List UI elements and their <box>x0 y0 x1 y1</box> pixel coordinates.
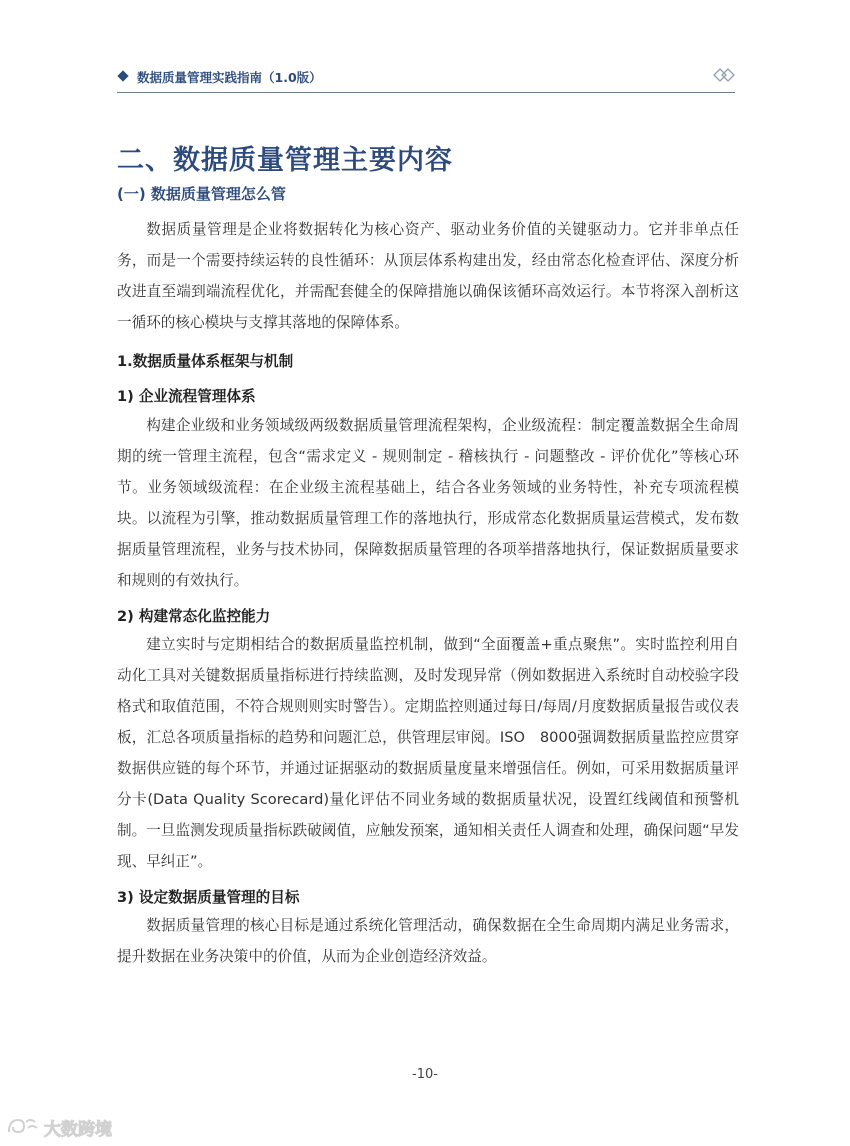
section-title: 二、数据质量管理主要内容 <box>117 145 453 176</box>
item-body-2: 建立实时与定期相结合的数据质量监控机制，做到“全面覆盖+重点聚焦”。实时监控利用自动化工具对关键数据质量指标进行持续监测，及时发现异常（例如数据进入系统时自动校验字段格式和取值范围，不符合规则则实时警告）。定期监控则通过每日/每周/月度数据质量报告或仪表板，汇总各项质量指标的趋势和问题汇总，供管理层审阅。ISO 8000强调数据质量监控应贯穿数据供应链的每个环节，并通过证据驱动的数据质量度量来增强信任。例如，可采用数据质量评分卡(Data Quality Scorecard)量化评估不同业务域的数据质量状况，设置红线阈值和预警机制。一旦监测发现质量指标跌破阈值，应触发预案，通知相关责任人调查和处理，确保问题“早发现、早纠正”。 <box>117 636 739 870</box>
document-title: 数据质量管理实践指南（1.0版） <box>137 70 322 85</box>
item-heading-1: 1) 企业流程管理体系 <box>117 388 256 405</box>
diamond-bullet-icon <box>117 70 128 81</box>
intro-paragraph: 数据质量管理是企业将数据转化为核心资产、驱动业务价值的关键驱动力。它并非单点任务，而是一个需要持续运转的良性循环：从顶层体系构建出发，经由常态化检查评估、深度分析改进直至端到端流程优化，并需配套健全的保障措施以确保该循环高效运行。本节将深入剖析这一循环的核心模块与支撑其落地的保障体系。 <box>117 221 739 331</box>
item-body-1: 构建企业级和业务领域级两级数据质量管理流程架构，企业级流程：制定覆盖数据全生命周期的统一管理主流程，包含“需求定义 - 规则制定 - 稽核执行 - 问题整改 - 评价优化”等核心环节。业务领域级流程：在企业级主流程基础上，结合各业务领域的业务特性，补充专项流程模块。以流程为引擎，推动数据质量管理工作的落地执行，形成常态化数据质量运营模式，发布数据质量管理流程，业务与技术协同，保障数据质量管理的各项举措落地执行，保证数据质量要求和规则的有效执行。 <box>117 417 739 589</box>
page-number: -10- <box>412 1067 438 1082</box>
item-body-3: 数据质量管理的核心目标是通过系统化管理活动，确保数据在全生命周期内满足业务需求，提升数据在业务决策中的价值，从而为企业创造经济效益。 <box>117 917 739 965</box>
brand-logo-icon <box>6 1116 42 1136</box>
double-diamond-icon <box>713 67 735 83</box>
section-subtitle: (一) 数据质量管理怎么管 <box>117 185 286 203</box>
watermark-text: 大数跨境 <box>44 1120 112 1140</box>
item-heading-3: 3) 设定数据质量管理的目标 <box>117 889 300 906</box>
page-header <box>117 64 735 93</box>
item-heading-2: 2) 构建常态化监控能力 <box>117 608 271 625</box>
subsection-title: 1.数据质量体系框架与机制 <box>117 353 294 370</box>
